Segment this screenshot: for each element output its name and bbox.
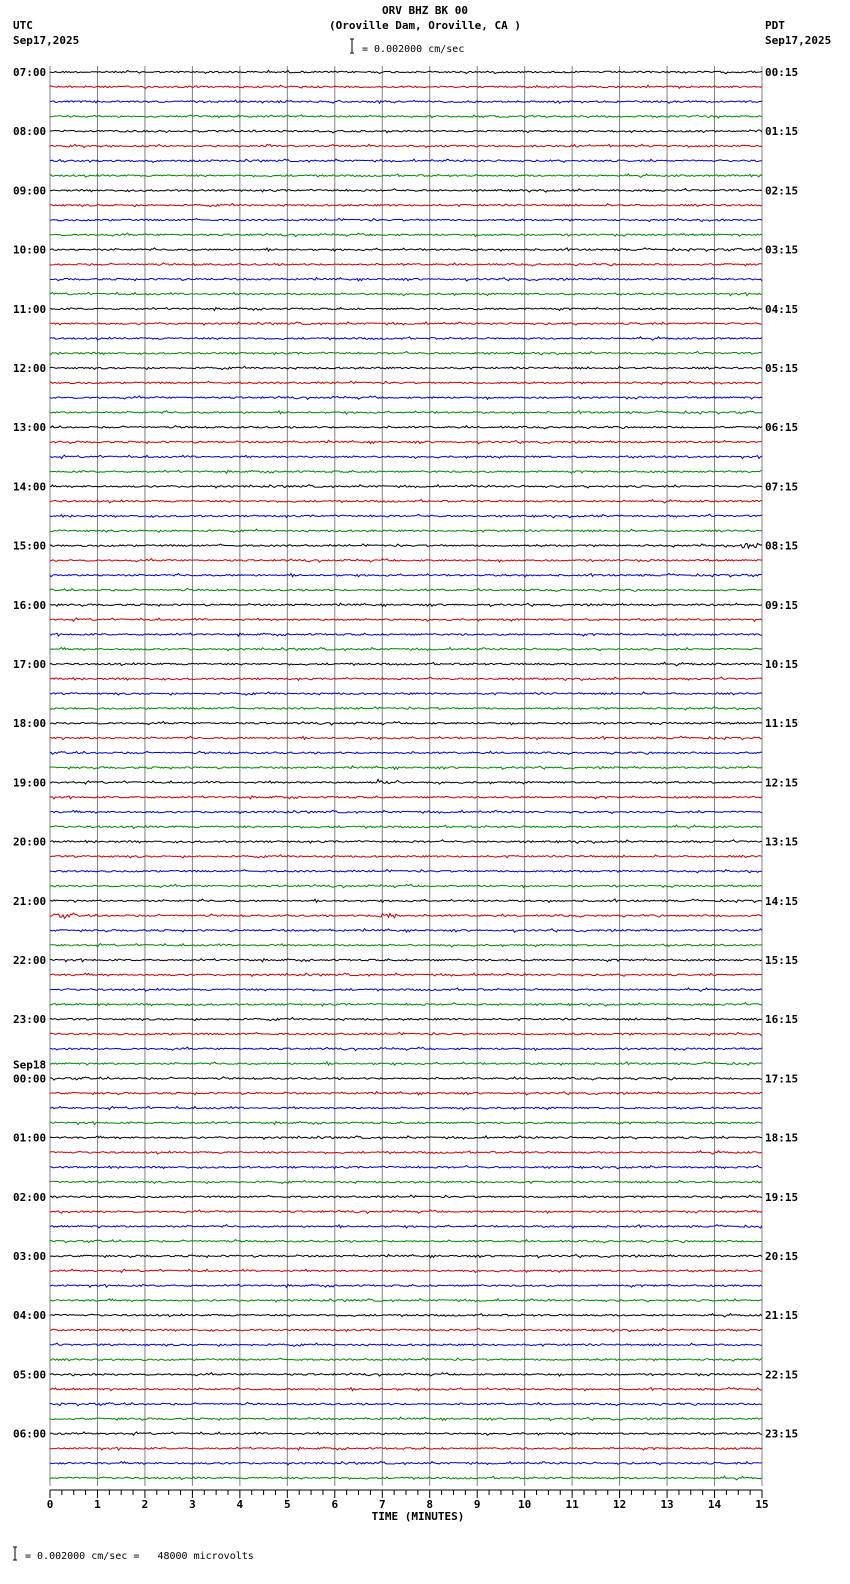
x-tick-label-11: 11 bbox=[565, 1498, 579, 1511]
pdt-hour-label: 16:15 bbox=[765, 1013, 799, 1027]
right-timezone: PDT bbox=[765, 19, 785, 32]
trace-60 bbox=[50, 959, 762, 962]
trace-11 bbox=[50, 233, 762, 237]
trace-3 bbox=[50, 115, 762, 118]
trace-89 bbox=[50, 1388, 762, 1391]
trace-50 bbox=[50, 810, 762, 813]
trace-28 bbox=[50, 485, 762, 488]
pdt-hour-label: 00:15 bbox=[765, 66, 799, 79]
pdt-hour-label: 17:15 bbox=[765, 1072, 799, 1086]
footer-scale-note: = 0.002000 cm/sec = 48000 microvolts bbox=[25, 1551, 254, 1562]
trace-66 bbox=[50, 1047, 762, 1051]
trace-94 bbox=[50, 1462, 762, 1465]
trace-86 bbox=[50, 1343, 762, 1346]
utc-hour-label: 08:00 bbox=[13, 125, 47, 139]
trace-36 bbox=[50, 603, 762, 607]
station-title: ORV BHZ BK 00 bbox=[381, 4, 469, 17]
x-tick-label-9: 9 bbox=[473, 1498, 481, 1511]
trace-5 bbox=[50, 144, 762, 147]
utc-hour-label: 17:00 bbox=[13, 658, 47, 671]
trace-92 bbox=[50, 1432, 762, 1435]
trace-83 bbox=[50, 1299, 762, 1302]
trace-29 bbox=[50, 500, 762, 504]
trace-57 bbox=[50, 913, 762, 918]
trace-78 bbox=[50, 1225, 762, 1228]
trace-49 bbox=[50, 796, 762, 799]
trace-46 bbox=[50, 751, 762, 754]
trace-20 bbox=[50, 366, 762, 369]
trace-88 bbox=[50, 1373, 762, 1377]
scale-label: = 0.002000 cm/sec bbox=[362, 44, 465, 55]
left-timezone: UTC bbox=[13, 19, 33, 32]
trace-33 bbox=[50, 559, 762, 563]
trace-76 bbox=[50, 1195, 762, 1198]
trace-74 bbox=[50, 1165, 762, 1169]
x-tick-label-1: 1 bbox=[94, 1498, 101, 1511]
utc-hour-label: 06:00 bbox=[13, 1427, 47, 1441]
trace-32 bbox=[50, 543, 762, 548]
trace-62 bbox=[50, 988, 762, 992]
utc-hour-label: 22:00 bbox=[13, 954, 47, 967]
trace-39 bbox=[50, 648, 762, 651]
trace-91 bbox=[50, 1417, 762, 1421]
pdt-hour-label: 04:15 bbox=[765, 302, 799, 316]
pdt-hour-label: 13:15 bbox=[765, 835, 799, 849]
utc-hour-label: 09:00 bbox=[13, 184, 47, 198]
seismic-traces bbox=[50, 70, 762, 1479]
trace-9 bbox=[50, 204, 762, 207]
utc-hour-label: 13:00 bbox=[13, 421, 47, 435]
trace-70 bbox=[50, 1106, 762, 1109]
utc-date-change-label: Sep18 bbox=[13, 1058, 47, 1072]
pdt-hour-label: 20:15 bbox=[765, 1250, 799, 1263]
pdt-hour-label: 02:15 bbox=[765, 184, 799, 198]
trace-23 bbox=[50, 411, 762, 414]
trace-90 bbox=[50, 1402, 762, 1405]
trace-67 bbox=[50, 1062, 762, 1065]
pdt-hour-label: 19:15 bbox=[765, 1190, 799, 1204]
trace-37 bbox=[50, 618, 762, 621]
utc-hour-label: 02:00 bbox=[13, 1190, 47, 1204]
trace-75 bbox=[50, 1180, 762, 1183]
utc-hour-label: 10:00 bbox=[13, 243, 47, 257]
trace-21 bbox=[50, 381, 762, 384]
trace-79 bbox=[50, 1240, 762, 1243]
trace-42 bbox=[50, 692, 762, 695]
trace-95 bbox=[50, 1476, 762, 1480]
x-axis-label: TIME (MINUTES) bbox=[371, 1510, 465, 1523]
trace-55 bbox=[50, 884, 762, 888]
x-tick-label-7: 7 bbox=[378, 1498, 386, 1511]
trace-54 bbox=[50, 870, 762, 873]
utc-hour-label: 04:00 bbox=[13, 1309, 47, 1323]
trace-81 bbox=[50, 1269, 762, 1272]
pdt-hour-label: 11:15 bbox=[765, 717, 799, 731]
x-tick-label-8: 8 bbox=[426, 1498, 434, 1511]
pdt-hour-label: 18:15 bbox=[765, 1131, 799, 1145]
right-date: Sep17,2025 bbox=[765, 34, 832, 47]
x-tick-label-0: 0 bbox=[46, 1498, 54, 1511]
trace-19 bbox=[50, 351, 762, 355]
trace-25 bbox=[50, 440, 762, 444]
trace-43 bbox=[50, 707, 762, 710]
trace-24 bbox=[50, 426, 762, 429]
trace-51 bbox=[50, 825, 762, 829]
trace-14 bbox=[50, 278, 762, 282]
trace-93 bbox=[50, 1447, 762, 1450]
pdt-hour-label: 14:15 bbox=[765, 894, 799, 908]
trace-27 bbox=[50, 470, 762, 473]
pdt-hour-label: 08:15 bbox=[765, 539, 799, 553]
x-tick-label-14: 14 bbox=[707, 1498, 722, 1511]
trace-52 bbox=[50, 840, 762, 844]
trace-64 bbox=[50, 1018, 762, 1021]
trace-13 bbox=[50, 263, 762, 266]
trace-47 bbox=[50, 766, 762, 770]
pdt-hour-label: 12:15 bbox=[765, 776, 799, 790]
utc-hour-label: 07:00 bbox=[13, 66, 47, 79]
trace-58 bbox=[50, 929, 762, 933]
trace-35 bbox=[50, 588, 762, 591]
pdt-hour-label: 23:15 bbox=[765, 1427, 799, 1441]
trace-41 bbox=[50, 677, 762, 681]
trace-71 bbox=[50, 1122, 762, 1125]
pdt-hour-label: 22:15 bbox=[765, 1368, 799, 1382]
pdt-hour-label: 21:15 bbox=[765, 1309, 799, 1323]
utc-hour-label: 11:00 bbox=[13, 302, 47, 316]
utc-hour-label: 12:00 bbox=[13, 362, 47, 375]
trace-53 bbox=[50, 855, 762, 858]
time-axis bbox=[47, 1490, 769, 1511]
trace-80 bbox=[50, 1254, 762, 1258]
trace-61 bbox=[50, 973, 762, 976]
x-tick-label-13: 13 bbox=[660, 1498, 674, 1511]
trace-69 bbox=[50, 1092, 762, 1096]
trace-77 bbox=[50, 1210, 762, 1214]
trace-6 bbox=[50, 159, 762, 162]
trace-45 bbox=[50, 736, 762, 739]
scale-bar-icon bbox=[13, 39, 354, 1560]
trace-22 bbox=[50, 396, 762, 400]
utc-hour-label: 14:00 bbox=[13, 480, 47, 494]
trace-12 bbox=[50, 248, 762, 251]
utc-hour-label: 16:00 bbox=[13, 598, 47, 612]
trace-15 bbox=[50, 292, 762, 295]
x-tick-label-5: 5 bbox=[284, 1498, 291, 1511]
trace-8 bbox=[50, 189, 762, 193]
trace-0 bbox=[50, 70, 762, 73]
x-tick-label-6: 6 bbox=[331, 1498, 339, 1511]
trace-73 bbox=[50, 1151, 762, 1155]
left-date: Sep17,2025 bbox=[13, 34, 80, 47]
trace-63 bbox=[50, 1003, 762, 1007]
trace-2 bbox=[50, 100, 762, 103]
utc-hour-label: 00:00 bbox=[13, 1072, 47, 1086]
pdt-hour-label: 05:15 bbox=[765, 362, 799, 375]
x-tick-label-2: 2 bbox=[141, 1498, 149, 1511]
trace-40 bbox=[50, 662, 762, 666]
x-tick-label-3: 3 bbox=[189, 1498, 196, 1511]
x-tick-label-10: 10 bbox=[518, 1498, 532, 1511]
trace-44 bbox=[50, 722, 762, 726]
trace-65 bbox=[50, 1032, 762, 1035]
trace-87 bbox=[50, 1358, 762, 1361]
utc-hour-label: 21:00 bbox=[13, 894, 47, 908]
trace-38 bbox=[50, 633, 762, 636]
utc-hour-label: 18:00 bbox=[13, 717, 47, 731]
pdt-hour-label: 01:15 bbox=[765, 125, 799, 139]
pdt-hour-label: 15:15 bbox=[765, 954, 799, 967]
trace-72 bbox=[50, 1136, 762, 1139]
utc-hour-label: 15:00 bbox=[13, 539, 47, 553]
trace-26 bbox=[50, 455, 762, 458]
utc-hour-label: 03:00 bbox=[13, 1250, 47, 1263]
trace-7 bbox=[50, 174, 762, 178]
pdt-hour-label: 03:15 bbox=[765, 243, 799, 257]
x-tick-label-15: 15 bbox=[755, 1498, 769, 1511]
trace-10 bbox=[50, 218, 762, 221]
trace-56 bbox=[50, 899, 762, 902]
trace-85 bbox=[50, 1328, 762, 1331]
trace-16 bbox=[50, 307, 762, 310]
utc-hour-label: 01:00 bbox=[13, 1131, 47, 1145]
trace-84 bbox=[50, 1314, 762, 1318]
utc-hour-label: 05:00 bbox=[13, 1368, 47, 1382]
station-location: (Oroville Dam, Oroville, CA ) bbox=[328, 19, 522, 32]
pdt-hour-label: 10:15 bbox=[765, 658, 799, 671]
utc-hour-label: 23:00 bbox=[13, 1013, 47, 1027]
utc-hour-label: 20:00 bbox=[13, 835, 47, 849]
trace-59 bbox=[50, 944, 762, 947]
trace-18 bbox=[50, 337, 762, 341]
trace-82 bbox=[50, 1284, 762, 1287]
x-tick-label-12: 12 bbox=[612, 1498, 627, 1511]
trace-17 bbox=[50, 322, 762, 325]
trace-68 bbox=[50, 1077, 762, 1080]
pdt-hour-label: 06:15 bbox=[765, 421, 799, 435]
trace-30 bbox=[50, 514, 762, 518]
trace-31 bbox=[50, 529, 762, 532]
pdt-hour-label: 07:15 bbox=[765, 480, 799, 494]
pdt-hour-label: 09:15 bbox=[765, 598, 799, 612]
x-tick-label-4: 4 bbox=[236, 1498, 244, 1511]
trace-1 bbox=[50, 85, 762, 88]
utc-hour-label: 19:00 bbox=[13, 776, 47, 790]
trace-4 bbox=[50, 130, 762, 133]
trace-48 bbox=[50, 779, 762, 784]
trace-34 bbox=[50, 574, 762, 577]
